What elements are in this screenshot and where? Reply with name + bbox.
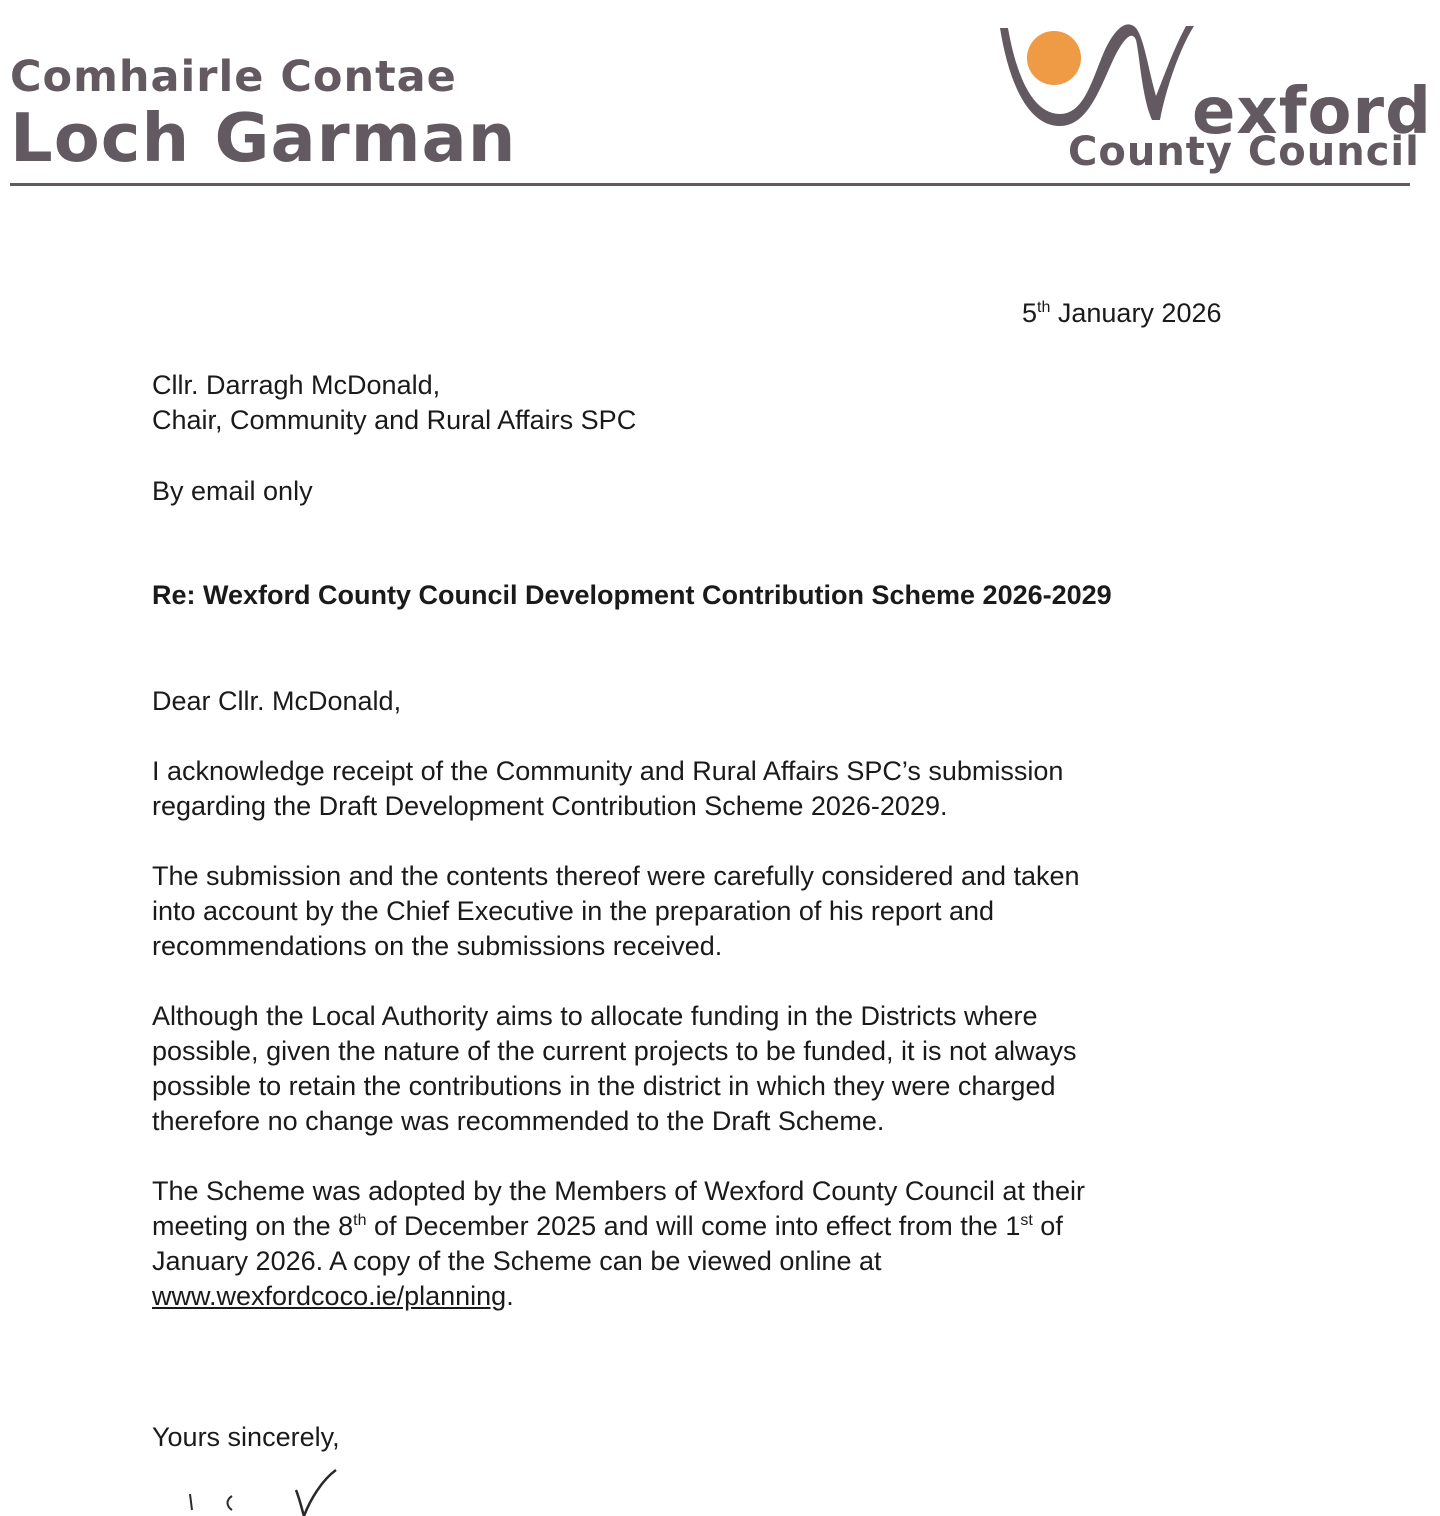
logo-w-mark-icon (996, 18, 1196, 138)
paragraph-funding: Although the Local Authority aims to allocate funding in the Districts where possible, given the nature of the current projects to be funded, it is not always possible to retain the contributions in the district in which they were charged therefore no change was recommended to the Draft Scheme. (152, 1001, 1077, 1136)
council-logo (996, 18, 1432, 183)
logo-subtitle: County Council (1068, 129, 1420, 175)
recipient-name: Cllr. Darragh McDonald, (152, 370, 441, 400)
recipient-title: Chair, Community and Rural Affairs SPC (152, 405, 637, 435)
header-divider (10, 183, 1410, 186)
signature-icon (170, 1466, 370, 1516)
paragraph-consideration: The submission and the contents thereof were carefully considered and taken into account by the Chief Executive in the preparation of his report and recommendations on the submissions received. (152, 861, 1080, 961)
delivery-note: By email only (152, 476, 313, 506)
paragraph-acknowledgement: I acknowledge receipt of the Community and Rural Affairs SPC’s submission regarding the Draft Development Contribution Scheme 2026-2029. (152, 756, 1064, 821)
irish-name-line2: Loch Garman (10, 99, 517, 177)
letter-date: 5th January 2026 (1022, 298, 1222, 328)
irish-name-line1: Comhairle Contae (10, 52, 457, 102)
letterhead-irish-name (10, 52, 517, 177)
paragraph-adoption: The Scheme was adopted by the Members of Wexford County Council at their meeting on the 8th of December 2025 and will come into effect from the 1st of January 2026. A copy of the Scheme can be viewed online at www.wexfordcoco.ie/planning. (152, 1176, 1085, 1311)
subject-line: Re: Wexford County Council Development Contribution Scheme 2026-2029 (152, 580, 1112, 610)
planning-link[interactable]: www.wexfordcoco.ie/planning (152, 1281, 507, 1311)
closing: Yours sincerely, (152, 1422, 340, 1452)
salutation: Dear Cllr. McDonald, (152, 686, 402, 716)
logo-wordmark: exford (1192, 75, 1432, 149)
recipient-address (152, 368, 636, 438)
